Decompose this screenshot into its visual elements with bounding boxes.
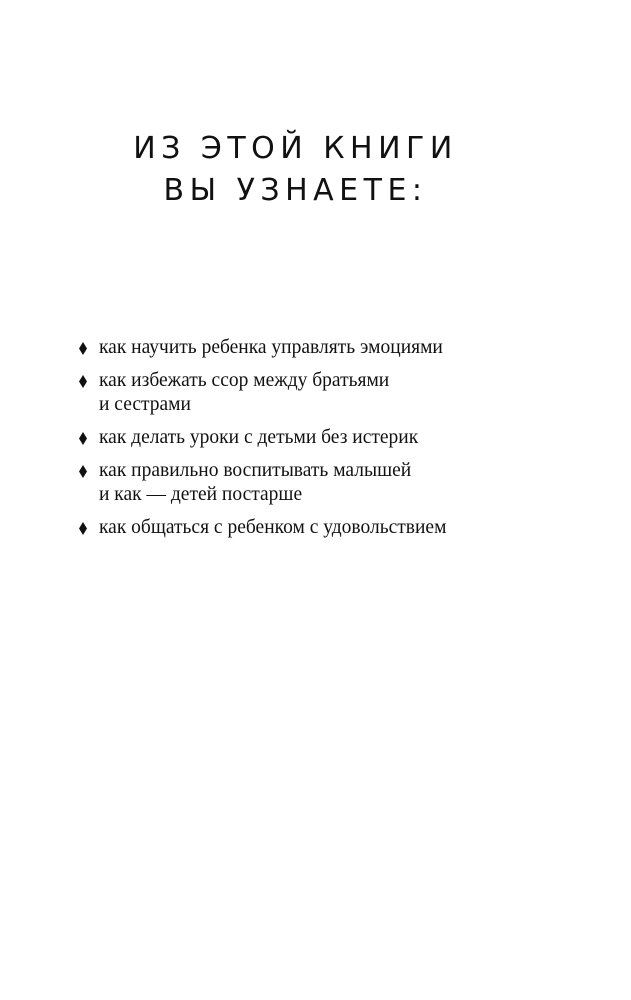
- diamond-bullet-icon: [79, 342, 87, 355]
- list-item: [79, 369, 599, 417]
- diamond-bullet-icon: [79, 375, 87, 388]
- list-item-text: как научить ребенка управлять эмоциями: [99, 337, 443, 358]
- list-item: [79, 336, 599, 360]
- list-item-text-continued: и как — детей постарше: [99, 484, 303, 505]
- diamond-bullet-icon: [79, 432, 87, 445]
- list-item-text: как общаться с ребенком с удовольствием: [99, 517, 447, 538]
- list-item-text: как избежать ссор между братьями: [99, 370, 390, 391]
- list-item-text-continued: и сестрами: [99, 394, 191, 415]
- list-item-text: как правильно воспитывать малышей: [99, 460, 412, 481]
- heading-line-1: ИЗ ЭТОЙ КНИГИ: [133, 131, 458, 166]
- diamond-bullet-icon: [79, 465, 87, 478]
- list-item: [79, 426, 599, 450]
- page-heading: [0, 128, 591, 212]
- list-item-text: как делать уроки с детьми без истерик: [99, 427, 419, 448]
- list-item: [79, 459, 599, 507]
- list-item: [79, 516, 599, 540]
- learning-points-list: [79, 336, 599, 549]
- heading-line-2: ВЫ УЗНАЕТЕ:: [163, 173, 428, 208]
- diamond-bullet-icon: [79, 522, 87, 535]
